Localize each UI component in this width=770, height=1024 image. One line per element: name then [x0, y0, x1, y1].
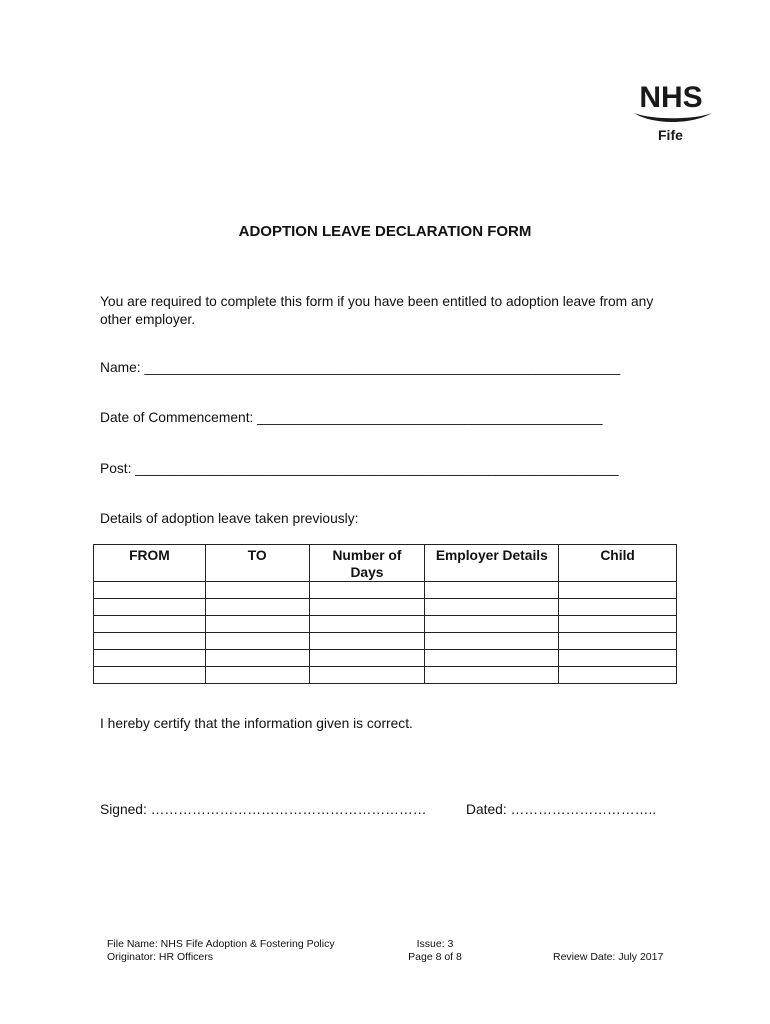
table-cell[interactable]: [205, 667, 309, 684]
table-cell[interactable]: [425, 599, 559, 616]
footer-issue-info: [395, 938, 475, 964]
post-field[interactable]: Post: _______________________________________________________________: [100, 461, 619, 476]
table-cell[interactable]: [309, 667, 425, 684]
table-cell[interactable]: [425, 633, 559, 650]
table-cell[interactable]: [559, 667, 677, 684]
table-cell[interactable]: [205, 650, 309, 667]
intro-text: You are required to complete this form if you have been entitled to adoption leave from any other employer.: [100, 294, 654, 327]
column-header-child: Child: [559, 545, 677, 582]
table-row: [94, 667, 677, 684]
table-cell[interactable]: [425, 616, 559, 633]
table-row: [94, 616, 677, 633]
table-cell[interactable]: [559, 599, 677, 616]
certification-statement: I hereby certify that the information given is correct.: [100, 716, 413, 731]
logo-swoosh-icon: [632, 110, 714, 126]
table-cell[interactable]: [309, 616, 425, 633]
logo-brand: NHS: [639, 81, 703, 114]
footer-issue: Issue: 3: [416, 938, 454, 950]
table-cell[interactable]: [94, 599, 206, 616]
column-header-number-of-days: [309, 545, 425, 582]
column-header-number-of-days-label: Number of Days: [332, 548, 402, 580]
table-row: [94, 582, 677, 599]
column-header-from: FROM: [94, 545, 206, 582]
form-title: ADOPTION LEAVE DECLARATION FORM: [238, 223, 532, 240]
table-header-row: [94, 545, 677, 582]
column-header-to: TO: [205, 545, 309, 582]
table-cell[interactable]: [309, 599, 425, 616]
commencement-date-field[interactable]: Date of Commencement: _____________________________________________: [100, 410, 603, 425]
footer-page-number: Page 8 of 8: [408, 951, 462, 963]
table-cell[interactable]: [559, 633, 677, 650]
table-cell[interactable]: [559, 616, 677, 633]
adoption-leave-table: [93, 544, 677, 684]
signature-field[interactable]: Signed: ……………………………………………………: [100, 802, 427, 817]
table-cell[interactable]: [559, 650, 677, 667]
table-cell[interactable]: [205, 616, 309, 633]
table-cell[interactable]: [559, 582, 677, 599]
table-cell[interactable]: [205, 633, 309, 650]
table-cell[interactable]: [205, 582, 309, 599]
table-cell[interactable]: [309, 633, 425, 650]
table-row: [94, 599, 677, 616]
logo-subtitle: Fife: [658, 127, 683, 143]
table-row: [94, 650, 677, 667]
table-cell[interactable]: [425, 650, 559, 667]
details-caption: Details of adoption leave taken previously:: [100, 511, 359, 526]
table-row: [94, 633, 677, 650]
table-cell[interactable]: [94, 582, 206, 599]
date-field[interactable]: Dated: …………………………..: [466, 802, 657, 817]
footer-review-date: Review Date: July 2017: [553, 951, 664, 963]
footer-originator: Originator: HR Officers: [107, 951, 213, 963]
table-cell[interactable]: [425, 667, 559, 684]
name-field[interactable]: Name: ______________________________________________________________: [100, 360, 621, 375]
footer-file-name: File Name: NHS Fife Adoption & Fostering Policy: [107, 938, 335, 950]
column-header-employer-details: Employer Details: [425, 545, 559, 582]
table-cell[interactable]: [309, 650, 425, 667]
table-cell[interactable]: [425, 582, 559, 599]
footer-file-info: [107, 938, 335, 964]
table-cell[interactable]: [205, 599, 309, 616]
table-cell[interactable]: [94, 633, 206, 650]
table-cell[interactable]: [309, 582, 425, 599]
table-cell[interactable]: [94, 667, 206, 684]
nhs-fife-logo: [632, 82, 714, 144]
table-cell[interactable]: [94, 616, 206, 633]
table-cell[interactable]: [94, 650, 206, 667]
